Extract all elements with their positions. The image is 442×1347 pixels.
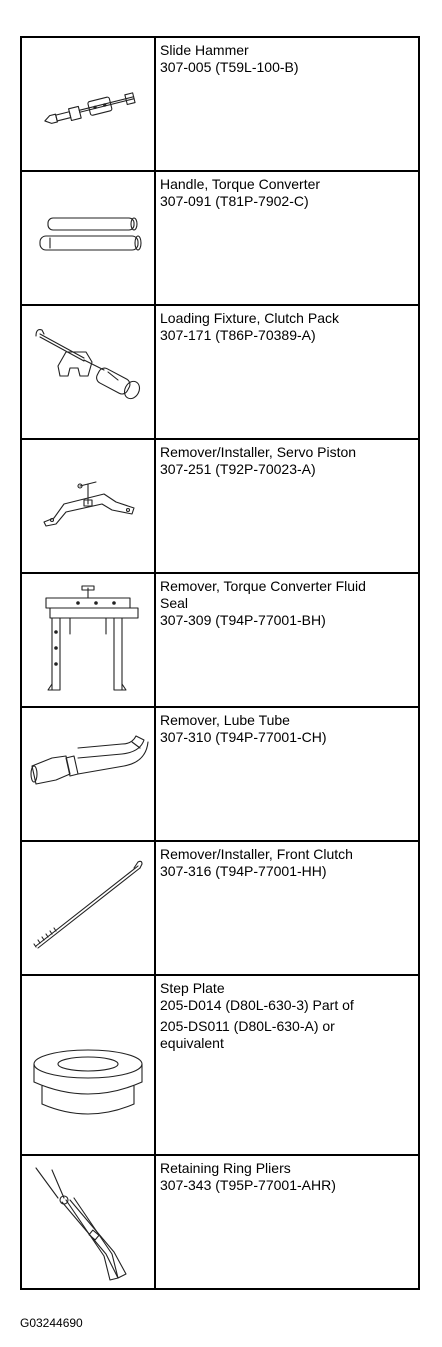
tool-part-number: 307-343 (T95P-77001-AHR) (160, 1177, 336, 1193)
tool-name: Slide Hammer (160, 42, 249, 58)
tool-part-number: 307-251 (T92P-70023-A) (160, 461, 316, 477)
tool-row-clutch-pack-loading-fixture (21, 305, 419, 439)
tool-illustration-cell (21, 1155, 155, 1289)
tool-name: Remover/Installer, Servo Piston (160, 444, 357, 460)
tool-description-cell (155, 841, 419, 975)
tool-description-cell (155, 1155, 419, 1289)
tool-illustration-cell (21, 573, 155, 707)
step-plate-icon (22, 976, 154, 1154)
tool-illustration-cell (21, 707, 155, 841)
tool-row-servo-piston-remover-installer (21, 439, 419, 573)
tool-row-step-plate (21, 975, 419, 1155)
tool-part-number: 307-316 (T94P-77001-HH) (160, 863, 327, 879)
tool-name: Loading Fixture, Clutch Pack (160, 310, 339, 326)
lube-tube-remover-icon (22, 708, 154, 840)
tool-description-cell (155, 439, 419, 573)
tool-name: Handle, Torque Converter (160, 176, 321, 192)
tool-row-torque-converter-handle (21, 171, 419, 305)
tool-row-front-clutch-remover-installer (21, 841, 419, 975)
tool-description-cell (155, 573, 419, 707)
tool-illustration-cell (21, 305, 155, 439)
tool-row-torque-converter-fluid-seal-remover (21, 573, 419, 707)
figure-code: G03244690 (20, 1316, 83, 1330)
tool-kit-reference-continued: equivalent (160, 1035, 224, 1051)
tool-row-slide-hammer (21, 37, 419, 171)
servo-piston-remover-installer-icon (22, 440, 154, 572)
tool-row-lube-tube-remover (21, 707, 419, 841)
tool-name: Remover, Lube Tube (160, 712, 290, 728)
tool-name: Step Plate (160, 980, 225, 996)
tool-description-cell (155, 305, 419, 439)
tool-part-number: 307-005 (T59L-100-B) (160, 59, 299, 75)
tool-part-number: 307-309 (T94P-77001-BH) (160, 612, 326, 628)
tool-name: Remover/Installer, Front Clutch (160, 846, 353, 862)
tool-kit-reference: 205-DS011 (D80L-630-A) or (160, 1018, 335, 1034)
tool-illustration-cell (21, 439, 155, 573)
tool-illustration-cell (21, 841, 155, 975)
slide-hammer-icon (22, 38, 154, 170)
tool-description-cell (155, 975, 419, 1155)
tool-description-cell (155, 37, 419, 171)
clutch-pack-loading-fixture-icon (22, 306, 154, 438)
tool-illustration-cell (21, 37, 155, 171)
tool-part-number: 307-171 (T86P-70389-A) (160, 327, 316, 343)
tool-part-number: 307-310 (T94P-77001-CH) (160, 729, 327, 745)
tool-part-number: 307-091 (T81P-7902-C) (160, 193, 309, 209)
tool-name-continued: Seal (160, 595, 189, 611)
tool-description-cell (155, 171, 419, 305)
torque-converter-handle-icon (22, 172, 154, 304)
tool-illustration-cell (21, 171, 155, 305)
fluid-seal-remover-icon (22, 574, 154, 706)
special-tools-table (20, 36, 420, 1290)
tool-illustration-cell (21, 975, 155, 1155)
tool-part-number: 205-D014 (D80L-630-3) Part of (160, 997, 354, 1013)
tool-row-retaining-ring-pliers (21, 1155, 419, 1289)
front-clutch-remover-installer-icon (22, 842, 154, 974)
tool-description-cell (155, 707, 419, 841)
tool-name: Retaining Ring Pliers (160, 1160, 291, 1176)
retaining-ring-pliers-icon (22, 1156, 154, 1288)
tool-name: Remover, Torque Converter Fluid (160, 578, 366, 594)
